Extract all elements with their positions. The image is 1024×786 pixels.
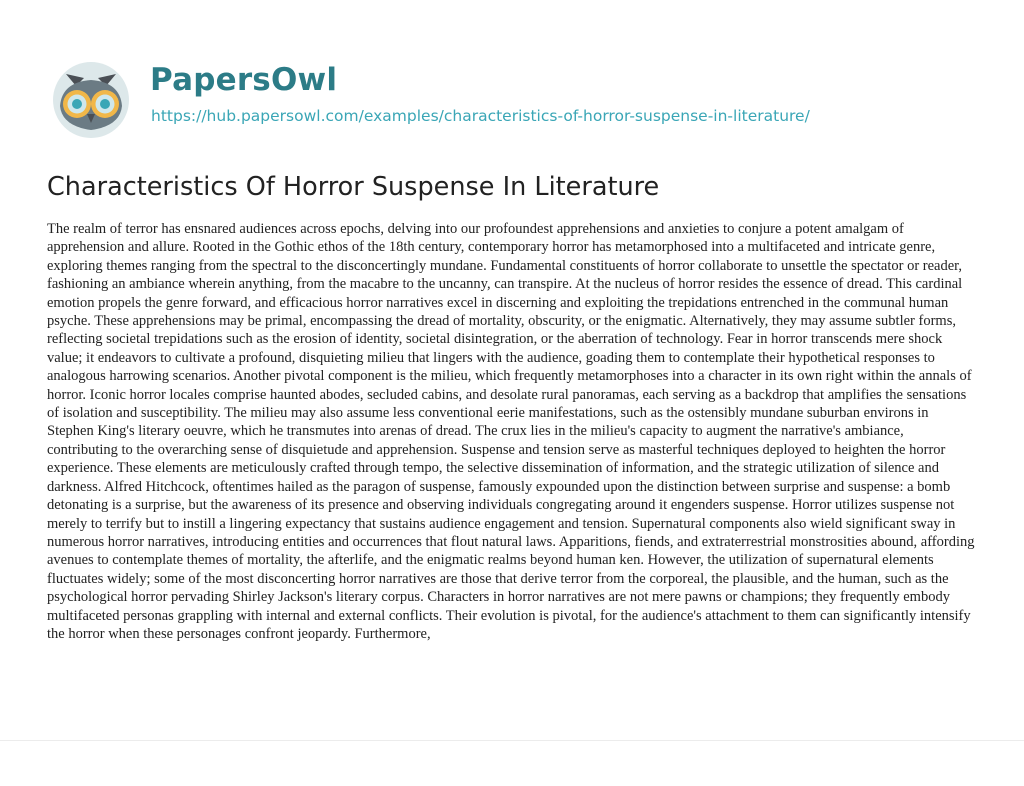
source-url-link[interactable]: https://hub.papersowl.com/examples/characteristics-of-horror-suspense-in-literature/ [151,107,810,125]
footer-divider [0,740,1024,741]
site-header [46,60,986,140]
brand-name[interactable]: PapersOwl [150,62,338,98]
essay-body: The realm of terror has ensnared audiences across epochs, delving into our profoundest apprehensions and anxieties to conjure a potent amalgam of apprehension and allure. Rooted in the Gothic ethos of the 18th century, contemporary horror has metamorphosed into a multifaceted and intricate genre, exploring themes ranging from the spectral to the disconcertingly mundane. Fundamental constituents of horror collaborate to unsettle the spectator or reader, fashioning an ambiance wherein anything, from the macabre to the uncanny, can transpire. At the nucleus of horror resides the essence of dread. This cardinal emotion propels the genre forward, and efficacious horror narratives excel in discerning and exploiting the trepidations entrenched in the communal human psyche. These apprehensions may be primal, encompassing the dread of mortality, obscurity, or the enigmatic. Alternatively, they may assume subtler forms, reflecting societal trepidations such as the erosion of identity, societal disintegration, or the aberration of technology. Fear in horror transcends mere shock value; it endeavors to cultivate a profound, disquieting milieu that lingers with the audience, goading them to contemplate their hypothetical responses to analogous harrowing scenarios. Another pivotal component is the milieu, which frequently metamorphoses into a character in its own right within the annals of horror. Iconic horror locales comprise haunted abodes, secluded cabins, and desolate rural panoramas, each serving as a backdrop that amplifies the sensations of isolation and susceptibility. The milieu may also assume less conventional eerie manifestations, such as the ostensibly mundane suburban environs in Stephen King's literary oeuvre, which he transmutes into arenas of dread. The crux lies in the milieu's capacity to augment the narrative's ambiance, contributing to the overarching sense of disquietude and apprehension. Suspense and tension serve as masterful techniques deployed to heighten the horror experience. These elements are meticulously crafted through tempo, the selective dissemination of information, and the strategic utilization of silence and darkness. Alfred Hitchcock, oftentimes hailed as the paragon of suspense, famously expounded upon the distinction between surprise and suspense: a bomb detonating is a surprise, but the awareness of its presence and observing individuals congregating around it engenders suspense. Horror utilizes suspense not merely to terrify but to instill a lingering expectancy that sustains audience engagement and tension. Supernatural components also wield significant sway in numerous horror narratives, introducing entities and occurrences that flout natural laws. Apparitions, fiends, and extraterrestrial monstrosities abound, affording avenues to contemplate themes of mortality, the afterlife, and the enigmatic realms beyond human ken. However, the utilization of supernatural elements fluctuates widely; some of the most disconcerting horror narratives are those that derive terror from the corporeal, the plausible, and the human, such as the psychological horror pervading Shirley Jackson's literary corpus. Characters in horror narratives are not mere pawns or champions; they frequently embody multifaceted personas grappling with internal and external conflicts. Their evolution is pivotal, for the audience's attachment to them can significantly intensify the horror when these personages confront jeopardy. Furthermore, [47,221,975,642]
page-title: Characteristics Of Horror Suspense In Literature [47,172,660,202]
owl-face-icon [46,60,136,140]
